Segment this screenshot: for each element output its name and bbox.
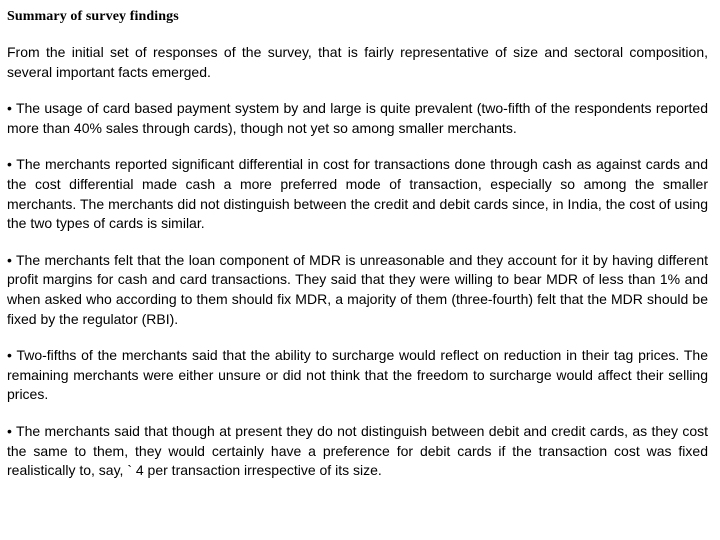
bullet-debit-preference: • The merchants said that though at present they do not distinguish between debit and credit cards, as they cost the same to them, they would certainly have a preference for debit cards if the transaction cost was fixed realistically to, say, ` 4 per transaction irrespective of its size. (7, 422, 708, 479)
bullet-mdr: • The merchants felt that the loan component of MDR is unreasonable and they account for it by having different profit margins for cash and card transactions. They said that they were willing to bear MDR of less than 1% and when asked who according to them should fix MDR, a majority of them (three-fourth) felt that the MDR should be fixed by the regulator (RBI). (7, 251, 708, 327)
document-page (7, 7, 708, 498)
document-title: Summary of survey findings (7, 9, 179, 24)
bullet-cost-differential: • The merchants reported significant differential in cost for transactions done through cash as against cards and the cost differential made cash a more preferred mode of transaction, especially so among the smaller merchants. The merchants did not distinguish between the credit and debit cards since, in India, the cost of using the two types of cards is similar. (7, 156, 708, 232)
bullet-card-usage: • The usage of card based payment system by and large is quite prevalent (two-fifth of the respondents reported more than 40% sales through cards), though not yet so among smaller merchants. (7, 100, 708, 136)
intro-paragraph: From the initial set of responses of the survey, that is fairly representative of size and sectoral composition, several important facts emerged. (7, 44, 708, 80)
bullet-surcharge: • Two-fifths of the merchants said that the ability to surcharge would reflect on reduction in their tag prices. The remaining merchants were either unsure or did not think that the freedom to surcharge would affect their selling prices. (7, 347, 708, 403)
